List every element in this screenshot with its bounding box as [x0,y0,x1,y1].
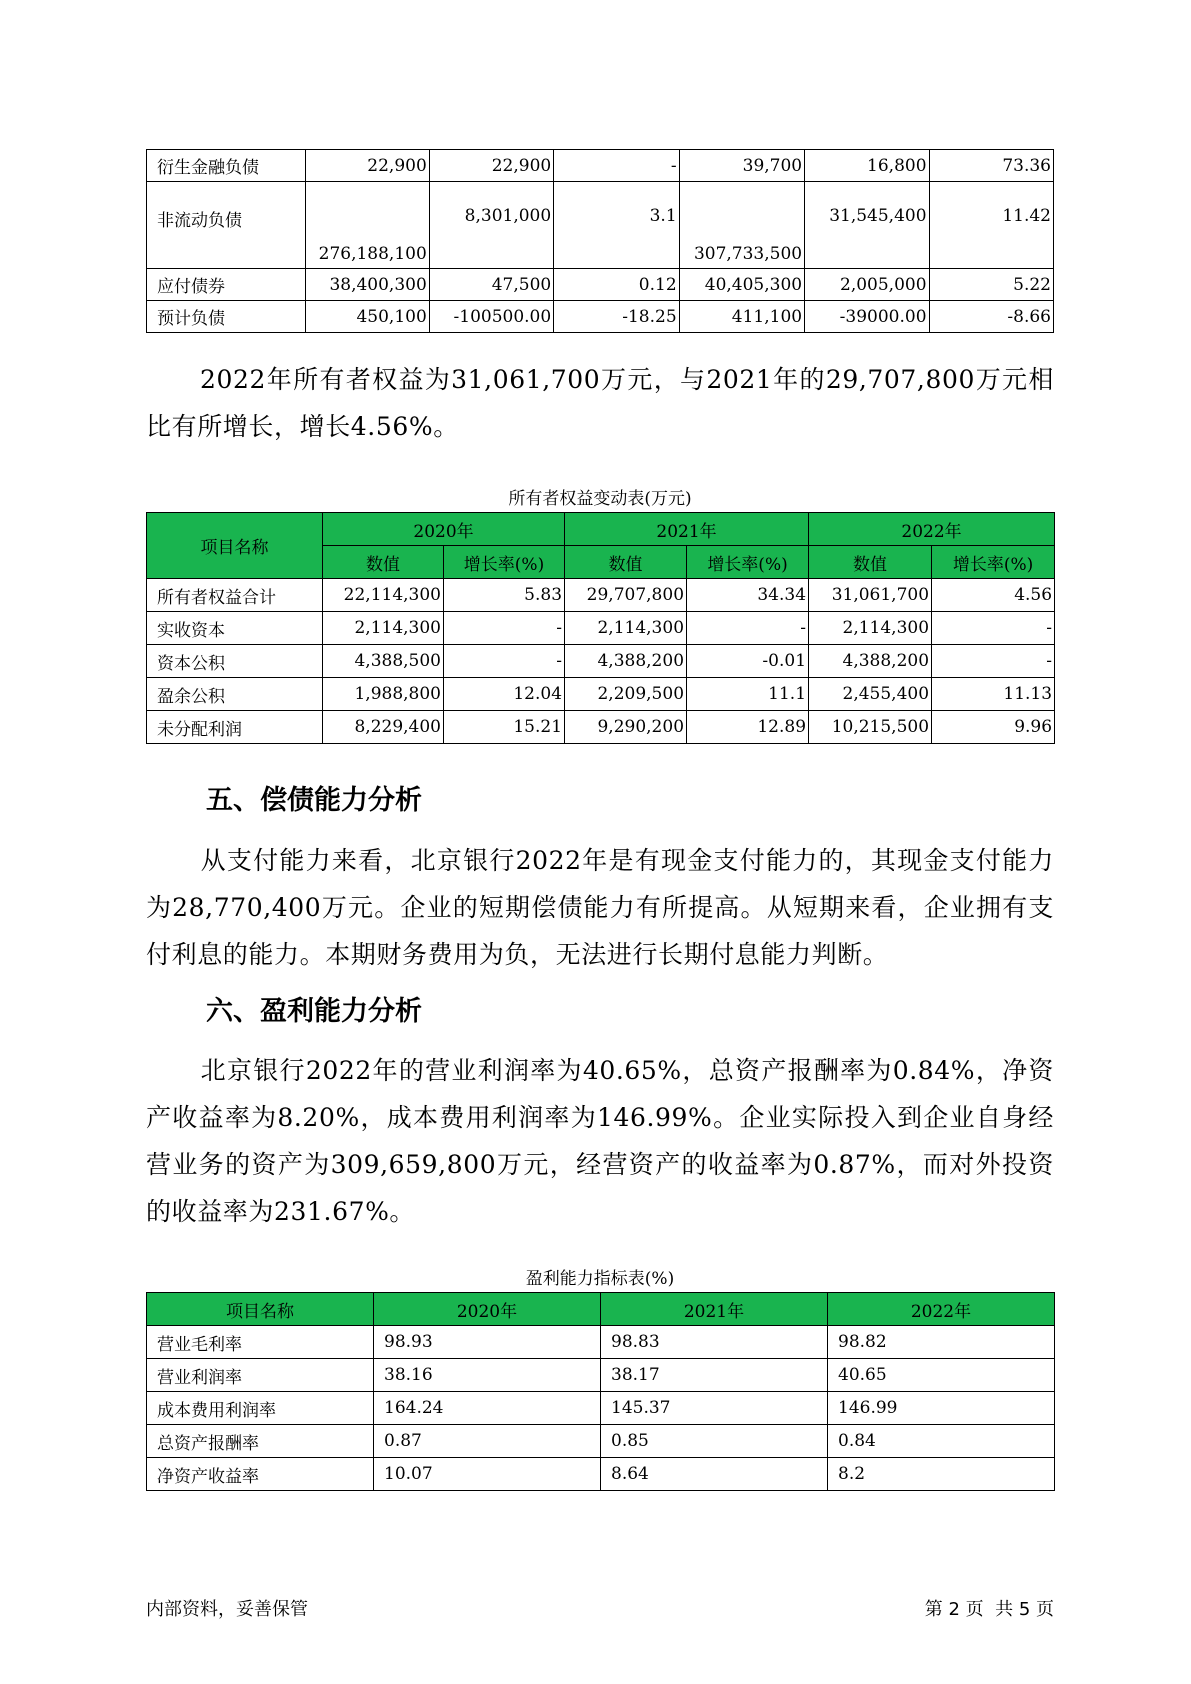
header-rate: 增长率(%) [932,546,1055,579]
table-cell: - [932,645,1055,678]
table-cell: 16,800 [805,150,929,182]
table-cell: 2,005,000 [805,269,929,301]
row-name: 应付债券 [147,269,306,301]
row-name: 未分配利润 [147,711,323,744]
table-cell: 15.21 [444,711,565,744]
table-cell: 31,545,400 [805,182,929,269]
table-cell: 39,700 [679,150,804,182]
table-cell: 2,455,400 [809,678,932,711]
row-name: 实收资本 [147,612,323,645]
table-header-row [147,1293,1055,1326]
equity-table [146,512,1055,744]
table-cell: 164.24 [374,1392,601,1425]
table-cell: 34.34 [687,579,809,612]
table-cell: 29,707,800 [565,579,687,612]
table-cell: 9,290,200 [565,711,687,744]
table-row [147,1392,1055,1425]
table-cell: -8.66 [929,301,1053,333]
table-header-row [147,513,1055,546]
row-name: 营业毛利率 [147,1326,374,1359]
table-cell: 4,388,500 [323,645,444,678]
header-value: 数值 [565,546,687,579]
table-cell: 12.89 [687,711,809,744]
row-name: 净资产收益率 [147,1458,374,1491]
profitability-paragraph-text: 北京银行2022年的营业利润率为40.65%，总资产报酬率为0.84%，净资产收益率为8.20%，成本费用利润率为146.99%。企业实际投入到企业自身经营业务的资产为309,659,800万元，经营资产的收益率为0.87%，而对外投资的收益率为231.67%。 [146,1056,1054,1226]
table-cell: 0.87 [374,1425,601,1458]
table-cell: -39000.00 [805,301,929,333]
table-cell: 2,114,300 [565,612,687,645]
table-cell: 2,114,300 [809,612,932,645]
header-year-2022: 2022年 [809,513,1055,546]
header-year-2021: 2021年 [601,1293,828,1326]
table-cell: - [932,612,1055,645]
table-cell: -100500.00 [429,301,553,333]
header-year-2022: 2022年 [828,1293,1055,1326]
table-cell: 1,988,800 [323,678,444,711]
table-cell: 22,900 [306,150,429,182]
equity-paragraph-text: 2022年所有者权益为31,061,700万元，与2021年的29,707,800万元相比有所增长，增长4.56%。 [146,365,1054,441]
equity-paragraph [146,356,1054,450]
table-cell: 11.1 [687,678,809,711]
table-cell: 2,209,500 [565,678,687,711]
header-value: 数值 [809,546,932,579]
table-cell: 38.16 [374,1359,601,1392]
solvency-paragraph [146,837,1054,978]
table-row [147,711,1055,744]
liability-table [146,149,1054,333]
footer-confidential-note: 内部资料，妥善保管 [146,1599,308,1620]
table-cell: 98.83 [601,1326,828,1359]
header-year-2021: 2021年 [565,513,809,546]
row-name: 资本公积 [147,645,323,678]
row-name: 所有者权益合计 [147,579,323,612]
profit-table [146,1292,1055,1491]
table-cell: 22,114,300 [323,579,444,612]
section-heading-solvency: 五、偿债能力分析 [206,785,422,816]
table-cell: 2,114,300 [323,612,444,645]
table-cell: 8,229,400 [323,711,444,744]
table-row [147,182,1054,269]
table-cell: -0.01 [687,645,809,678]
table-row [147,1359,1055,1392]
solvency-paragraph-text: 从支付能力来看，北京银行2022年是有现金支付能力的，其现金支付能力为28,770,400万元。企业的短期偿债能力有所提高。从短期来看，企业拥有支付利息的能力。本期财务费用为负，无法进行长期付息能力判断。 [146,846,1054,969]
table-cell: 10,215,500 [809,711,932,744]
row-name: 盈余公积 [147,678,323,711]
table-cell: 10.07 [374,1458,601,1491]
table-cell: 47,500 [429,269,553,301]
row-name: 非流动负债 [147,182,306,269]
table-row [147,579,1055,612]
table-cell: 8.2 [828,1458,1055,1491]
profitability-paragraph [146,1047,1054,1235]
table-cell: 38,400,300 [306,269,429,301]
table-cell: 98.93 [374,1326,601,1359]
header-item-name: 项目名称 [147,1293,374,1326]
table-cell: - [444,645,565,678]
table-cell: 40,405,300 [679,269,804,301]
table-row [147,645,1055,678]
row-name: 总资产报酬率 [147,1425,374,1458]
table-cell: 145.37 [601,1392,828,1425]
table-cell: 11.42 [929,182,1053,269]
table-cell: 4,388,200 [565,645,687,678]
table-cell: 307,733,500 [679,182,804,269]
table-cell: 5.83 [444,579,565,612]
table-row [147,1326,1055,1359]
table-row [147,1425,1055,1458]
table-cell: 411,100 [679,301,804,333]
table-cell: 0.12 [554,269,679,301]
row-name: 衍生金融负债 [147,150,306,182]
table-cell: - [554,150,679,182]
table-cell: 276,188,100 [306,182,429,269]
table-cell: 11.13 [932,678,1055,711]
table-row [147,1458,1055,1491]
footer-page-number: 第 2 页 共 5 页 [924,1599,1054,1620]
table-row [147,678,1055,711]
header-year-2020: 2020年 [374,1293,601,1326]
table-cell: -18.25 [554,301,679,333]
table-row [147,612,1055,645]
table-row [147,269,1054,301]
table-cell: 0.84 [828,1425,1055,1458]
equity-table-caption: 所有者权益变动表(万元) [508,489,692,509]
header-item-name: 项目名称 [147,513,323,579]
table-cell: - [444,612,565,645]
table-cell: 146.99 [828,1392,1055,1425]
table-cell: 31,061,700 [809,579,932,612]
table-cell: 98.82 [828,1326,1055,1359]
table-cell: 0.85 [601,1425,828,1458]
table-cell: 4,388,200 [809,645,932,678]
table-row [147,150,1054,182]
table-cell: 8.64 [601,1458,828,1491]
section-heading-profitability: 六、盈利能力分析 [206,996,422,1027]
table-cell: 40.65 [828,1359,1055,1392]
header-year-2020: 2020年 [323,513,565,546]
row-name: 成本费用利润率 [147,1392,374,1425]
table-cell: 9.96 [932,711,1055,744]
table-cell: - [687,612,809,645]
header-rate: 增长率(%) [687,546,809,579]
row-name: 营业利润率 [147,1359,374,1392]
header-rate: 增长率(%) [444,546,565,579]
table-cell: 22,900 [429,150,553,182]
table-cell: 38.17 [601,1359,828,1392]
row-name: 预计负债 [147,301,306,333]
table-cell: 12.04 [444,678,565,711]
table-cell: 8,301,000 [429,182,553,269]
table-cell: 73.36 [929,150,1053,182]
profit-table-caption: 盈利能力指标表(%) [525,1269,675,1289]
table-cell: 450,100 [306,301,429,333]
table-row [147,301,1054,333]
table-cell: 5.22 [929,269,1053,301]
header-value: 数值 [323,546,444,579]
table-cell: 3.1 [554,182,679,269]
table-cell: 4.56 [932,579,1055,612]
